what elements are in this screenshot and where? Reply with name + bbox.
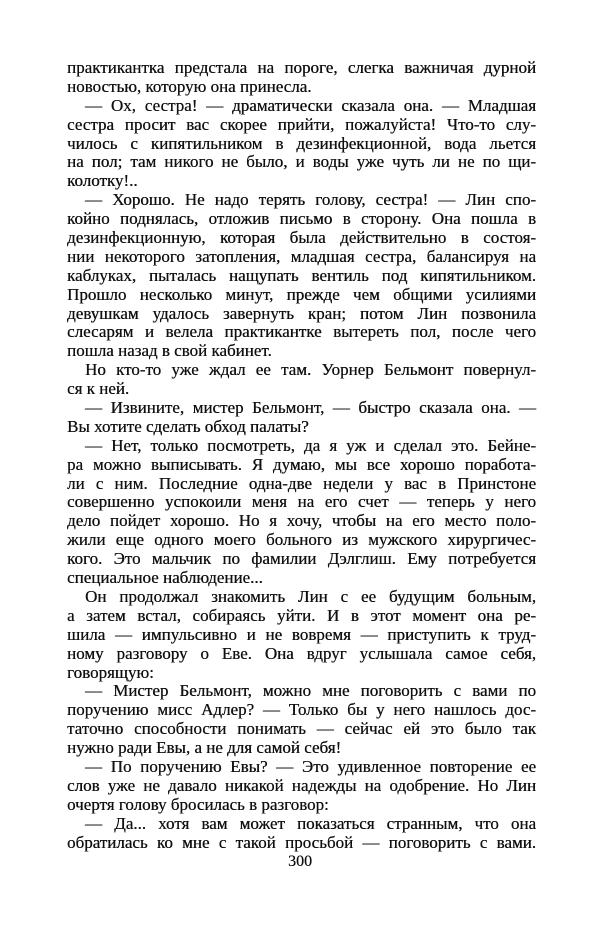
text-line: поручению мисс Адлер? — Только бы у него нашлось дос- bbox=[67, 700, 536, 720]
text-line: Он продолжал знакомить Лин с ее будущим больным, bbox=[85, 586, 536, 606]
text-line: ра можно выписывать. Я думаю, мы все хорошо поработа- bbox=[67, 454, 536, 474]
text-line: слов уже не давало никакой надежды на одобрение. Но Лин bbox=[67, 775, 536, 795]
text-line: каблуках, пыталась нащупать вентиль под кипятильником. bbox=[67, 265, 536, 285]
text-line: обратилась ко мне с такой просьбой — поговорить с вами. bbox=[67, 832, 536, 852]
text-line: ли с ним. Последние одна-две недели у вас в Принстоне bbox=[67, 473, 536, 493]
text-line: дезинфекционную, которая была действительно в состоя- bbox=[67, 228, 536, 248]
text-line: дело пойдет хорошо. Но я хочу, чтобы на его место поло- bbox=[67, 511, 536, 531]
text-line: говорящую: bbox=[67, 662, 154, 682]
text-line: ся к ней. bbox=[67, 379, 130, 399]
book-page-text bbox=[67, 59, 536, 852]
text-line: — Хорошо. Не надо терять голову, сестра! — Лин спо- bbox=[85, 190, 536, 210]
text-line: таточно способности понимать — сейчас ей это было так bbox=[67, 719, 536, 739]
text-line: кого. Это мальчик по фамилии Дэлглиш. Ему потребуется bbox=[67, 549, 536, 569]
text-line: пошла назад в свой кабинет. bbox=[67, 341, 272, 361]
text-line: колотку!.. bbox=[67, 171, 138, 191]
text-line: — Извините, мистер Бельмонт, — быстро сказала она. — bbox=[85, 398, 536, 418]
text-line: новостью, которую она принесла. bbox=[67, 76, 312, 96]
text-line: нужно ради Евы, а не для самой себя! bbox=[67, 738, 342, 758]
text-line: жили еще одного моего больного из мужского хирургичес- bbox=[67, 530, 536, 550]
text-line: совершенно успокоили меня на его счет — теперь у него bbox=[67, 492, 536, 512]
text-line: Вы хотите сделать обход палаты? bbox=[67, 416, 309, 436]
text-line: нии некоторого затопления, младшая сестра, балансируя на bbox=[67, 246, 536, 266]
text-line: ному разговору о Еве. Она вдруг услышала самое себя, bbox=[67, 643, 536, 663]
text-line: — Мистер Бельмонт, можно мне поговорить с вами по bbox=[85, 681, 536, 701]
text-line: практикантка предстала на пороге, слегка важничая дурной bbox=[67, 58, 536, 77]
text-line: сестра просит вас скорее прийти, пожалуйста! Что-то слу- bbox=[67, 114, 536, 134]
text-line: чилось с кипятильником в дезинфекционной, вода льется bbox=[67, 133, 536, 153]
text-line: койно поднялась, отложив письмо в сторону. Она пошла в bbox=[67, 209, 536, 229]
text-line: девушкам удалось завернуть кран; потом Лин позвонила bbox=[67, 303, 536, 323]
text-line: — Ох, сестра! — драматически сказала она. — Младшая bbox=[85, 95, 536, 115]
text-line: очертя голову бросилась в разговор: bbox=[67, 794, 329, 814]
page-number: 300 bbox=[288, 853, 312, 870]
text-line: а затем встал, собираясь уйти. И в этот момент она ре- bbox=[67, 605, 536, 625]
text-line: — По поручению Евы? — Это удивленное повторение ее bbox=[85, 756, 536, 776]
text-line: специальное наблюдение... bbox=[67, 568, 263, 588]
text-line: на пол; там никого не было, и воды уже чуть ли не по щи- bbox=[67, 152, 536, 172]
text-line: — Да... хотя вам может показаться странным, что она bbox=[85, 813, 536, 833]
text-line: Прошло несколько минут, прежде чем общими усилиями bbox=[67, 284, 536, 304]
text-line: Но кто-то уже ждал ее там. Уорнер Бельмонт повернул- bbox=[85, 360, 536, 380]
text-line: слесарям и велела практикантке вытереть пол, после чего bbox=[67, 322, 536, 342]
text-line: — Нет, только посмотреть, да я уж и сделал это. Бейне- bbox=[85, 435, 536, 455]
text-line: шила — импульсивно и не вовремя — приступить к труд- bbox=[67, 624, 536, 644]
